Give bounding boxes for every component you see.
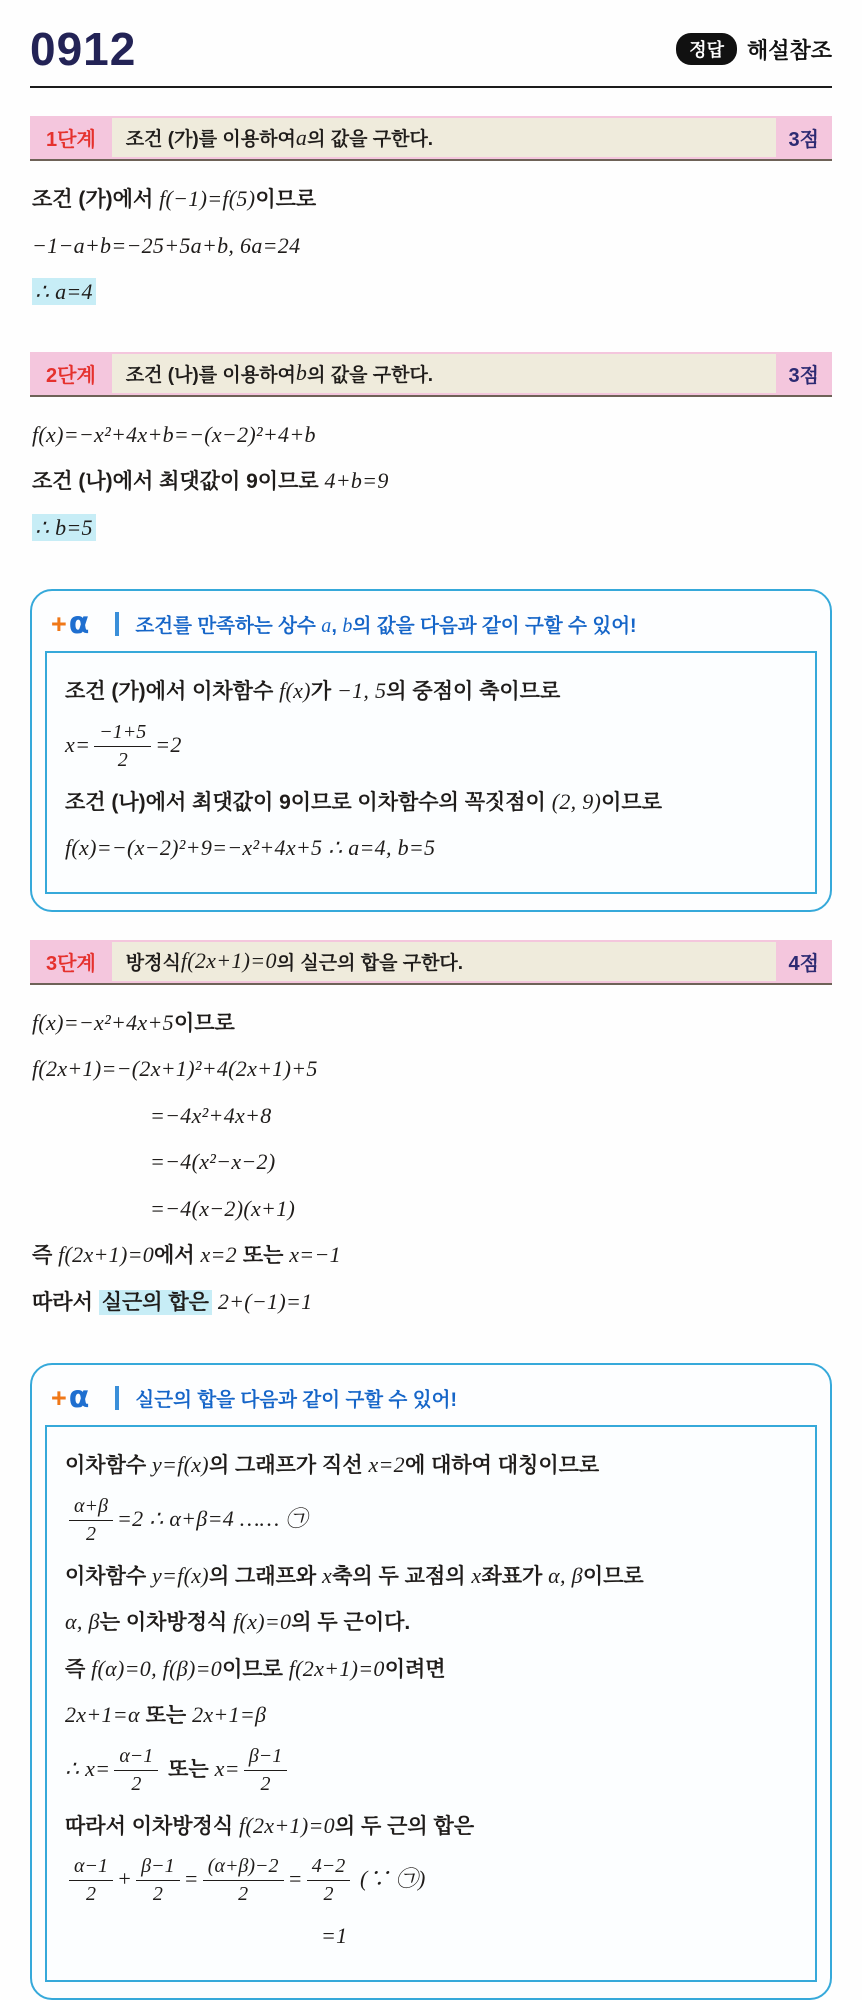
text-segment: 이므로 — [601, 790, 662, 814]
fraction: $\frac{(\alpha+\beta)-2}{2}$ — [203, 1855, 284, 1906]
math-segment: b — [295, 360, 308, 385]
text-segment: 좌표가 — [481, 1564, 549, 1588]
math-segment: −1, 5 — [336, 678, 387, 703]
text-segment: 이므로 — [173, 1011, 235, 1035]
text-segment: 조건 (가)에서 이차함수 — [65, 680, 280, 703]
solution-line — [32, 418, 830, 452]
text-segment: 에서 — [154, 1244, 201, 1267]
text-segment: , — [331, 615, 343, 637]
text-segment: 조건 (나)에서 최댓값이 9이므로 — [32, 470, 325, 493]
text-segment: 실근의 합을 다음과 같이 구할 수 있어! — [135, 1389, 457, 1411]
fraction: $\frac{-1+5}{2}$ — [94, 721, 151, 772]
vertical-separator — [115, 1386, 119, 1410]
text-segment: 이려면 — [384, 1657, 446, 1681]
math-segment: =2 — [155, 731, 182, 757]
math-segment: (∵ ㉠) — [354, 1866, 426, 1892]
math-segment: y=f(x) — [151, 1562, 209, 1588]
fraction: $\frac{\alpha-1}{2}$ — [114, 1745, 158, 1796]
math-segment: a — [321, 615, 332, 637]
solution-line — [32, 1285, 830, 1319]
math-segment: f(2x+1)=0 — [180, 948, 277, 973]
math-segment: =2 — [116, 1505, 144, 1531]
answer-group — [676, 33, 832, 65]
math-segment: = — [287, 1866, 303, 1892]
solution-line — [65, 1652, 797, 1686]
math-segment: −1−a+b=−25+5a+b, 6a=24 — [32, 232, 301, 258]
math-segment: f(x)=−x²+4x+b=−(x−2)²+4+b — [32, 421, 316, 447]
step-2-points-badge: 3점 — [788, 364, 819, 387]
math-segment: x= — [65, 731, 91, 757]
text-segment: 조건 (나)를 이용하여 — [125, 364, 296, 386]
math-segment: 2+(−1)=1 — [217, 1288, 313, 1314]
solution-line — [65, 1448, 797, 1482]
solution-line — [32, 1099, 830, 1133]
text-segment: 따라서 이차방정식 — [65, 1814, 239, 1838]
solution-line — [32, 1238, 830, 1272]
text-segment: 방정식 — [125, 952, 181, 974]
text-segment: 이차함수 — [65, 1564, 152, 1588]
solution-line — [65, 1919, 797, 1953]
solution-line — [65, 831, 797, 865]
math-segment: a — [295, 124, 308, 150]
math-segment: f(2x+1)=−(2x+1)²+4(2x+1)+5 — [32, 1056, 318, 1081]
math-segment: = — [183, 1866, 199, 1892]
solution-line — [32, 275, 830, 309]
math-segment: f(2x+1)=0 — [58, 1242, 155, 1267]
math-segment: f(x)=−(x−2)²+9=−x²+4x+5 — [65, 835, 323, 860]
answer-reference-text: 해설참조 — [746, 37, 832, 63]
text-segment: 또는 — [162, 1757, 215, 1781]
step-3-section — [30, 940, 832, 1334]
solution-line — [65, 1605, 797, 1639]
math-segment: x= — [214, 1755, 240, 1781]
math-segment: f(x)=−x²+4x+5 — [32, 1009, 174, 1035]
solution-line — [32, 1006, 830, 1040]
text-segment: 즉 — [32, 1244, 59, 1267]
solution-line — [65, 1698, 797, 1732]
vertical-separator — [115, 612, 119, 636]
fraction: $\frac{\beta-1}{2}$ — [244, 1745, 287, 1796]
text-segment: 는 이차방정식 — [99, 1611, 234, 1634]
text-segment: 축의 두 교점의 — [332, 1564, 472, 1588]
alpha-icon: α — [68, 1380, 90, 1415]
plus-icon: + — [51, 1382, 67, 1413]
step-3-badge: 3단계 — [46, 952, 96, 975]
text-segment: 의 값을 다음과 같이 구할 수 있어! — [352, 615, 637, 637]
answer-badge: 정답 — [676, 33, 737, 65]
solution-line — [65, 674, 797, 708]
plus-alpha-box-1-title — [135, 610, 636, 638]
text-segment: 실근의 합은 — [99, 1290, 212, 1315]
text-segment: 이차함수 — [65, 1454, 152, 1477]
plus-alpha-box-2-title — [135, 1384, 457, 1412]
plus-alpha-box-1 — [30, 589, 832, 912]
solution-line — [65, 721, 797, 772]
page-header — [30, 0, 832, 75]
text-segment: 에 대하여 대칭이므로 — [404, 1454, 600, 1477]
step-2-header — [30, 352, 832, 397]
math-segment: =1 — [321, 1923, 348, 1948]
text-segment: 즉 — [65, 1657, 92, 1681]
math-segment: 2x+1=β — [192, 1702, 267, 1727]
math-segment: x — [471, 1562, 482, 1588]
plus-icon: + — [51, 608, 67, 639]
text-segment: 의 그래프와 — [208, 1564, 323, 1588]
math-segment: f(x) — [279, 678, 311, 703]
math-segment: f(2x+1)=0 — [288, 1655, 385, 1681]
step-1-title — [112, 118, 776, 157]
text-segment: 의 두 근이다. — [291, 1611, 411, 1634]
solution-line — [65, 1855, 797, 1906]
math-segment: =−4x²+4x+8 — [150, 1102, 272, 1128]
plus-alpha-box-2 — [30, 1363, 832, 2000]
solution-line — [65, 1745, 797, 1796]
solution-line — [32, 464, 830, 498]
text-segment: 또는 — [236, 1244, 290, 1267]
solution-line — [65, 1559, 797, 1593]
text-segment: 의 실근의 합을 구한다. — [276, 952, 464, 974]
step-1-header — [30, 116, 832, 161]
solution-line — [65, 1495, 797, 1546]
text-segment: 또는 — [139, 1704, 193, 1727]
math-segment: α, β — [548, 1562, 583, 1588]
math-segment: ∴ x= — [65, 1755, 111, 1781]
step-3-header — [30, 940, 832, 985]
math-segment: f(2x+1)=0 — [238, 1812, 335, 1838]
text-segment: 조건 (가)를 이용하여 — [125, 129, 296, 150]
math-segment: α, β — [65, 1609, 100, 1634]
step-2-section — [30, 352, 832, 560]
solution-line — [32, 1052, 830, 1086]
step-3-points-badge: 4점 — [788, 952, 819, 975]
math-segment: …… ㉠ — [234, 1505, 308, 1531]
fraction: $\frac{4-2}{2}$ — [307, 1855, 351, 1906]
math-segment: y=f(x) — [151, 1452, 209, 1477]
alpha-icon: α — [68, 606, 90, 641]
solution-line — [32, 229, 830, 263]
fraction: $\frac{\beta-1}{2}$ — [136, 1855, 179, 1906]
math-segment: x=2 — [200, 1242, 237, 1267]
math-segment: 2x+1=α — [65, 1702, 140, 1727]
math-segment: ∴ b=5 — [32, 514, 96, 541]
text-segment: 의 그래프가 직선 — [208, 1454, 369, 1477]
step-1-points-badge: 3점 — [788, 129, 819, 151]
text-segment: 조건 (가)에서 — [32, 188, 160, 211]
step-2-body — [30, 397, 832, 560]
math-segment: ∴ a=4 — [32, 278, 96, 305]
fraction: $\frac{\alpha+\beta}{2}$ — [69, 1495, 113, 1546]
math-segment: ∴ α+β=4 — [143, 1505, 235, 1531]
fraction: $\frac{\alpha-1}{2}$ — [69, 1855, 113, 1906]
problem-number: 0912 — [30, 23, 137, 75]
step-2-title — [112, 354, 776, 393]
text-segment: 이므로 — [582, 1564, 644, 1588]
math-segment: b — [342, 615, 353, 637]
step-1-body — [30, 161, 832, 324]
solution-line — [32, 511, 830, 545]
math-segment: =−4(x−2)(x+1) — [150, 1195, 296, 1221]
text-segment: 이므로 — [222, 1657, 289, 1681]
text-segment: 따라서 — [32, 1290, 99, 1314]
step-1-badge: 1단계 — [46, 129, 96, 151]
text-segment: 조건 (나)에서 최댓값이 9이므로 이차함수의 꼭짓점이 — [65, 790, 552, 814]
solution-line — [32, 1145, 830, 1179]
math-segment: f(x)=0 — [233, 1609, 292, 1634]
header-divider — [30, 86, 832, 88]
text-segment: 가 — [310, 680, 337, 703]
math-segment: x=−1 — [289, 1242, 341, 1267]
solution-line — [32, 1192, 830, 1226]
math-segment: x=2 — [368, 1452, 405, 1477]
solution-line — [32, 182, 830, 216]
step-3-title — [112, 942, 776, 981]
step-3-body — [30, 985, 832, 1334]
solution-line — [65, 785, 797, 819]
plus-alpha-box-1-header — [45, 601, 817, 651]
plus-alpha-box-2-header — [45, 1375, 817, 1425]
math-segment: + — [117, 1866, 133, 1892]
plus-alpha-box-1-content — [45, 651, 817, 894]
math-segment: =−4(x²−x−2) — [150, 1149, 276, 1174]
text-segment: 조건를 만족하는 상수 — [135, 615, 322, 637]
text-segment: 의 값을 구한다. — [307, 364, 434, 386]
text-segment: 의 중점이 축이므로 — [386, 680, 561, 703]
text-segment: 의 두 근의 합은 — [334, 1814, 475, 1838]
step-2-badge: 2단계 — [46, 364, 96, 387]
step-1-section — [30, 116, 832, 324]
math-segment: x — [322, 1562, 333, 1588]
text-segment: 의 값을 구한다. — [307, 129, 434, 150]
plus-alpha-box-2-content — [45, 1425, 817, 1982]
math-segment: (2, 9) — [551, 788, 602, 814]
solution-line — [65, 1809, 797, 1843]
text-segment: 이므로 — [255, 188, 317, 211]
math-segment: f(α)=0, f(β)=0 — [91, 1655, 223, 1681]
math-segment: f(−1)=f(5) — [159, 186, 256, 211]
math-segment: ∴ a=4, b=5 — [322, 835, 436, 860]
math-segment: 4+b=9 — [324, 468, 389, 493]
